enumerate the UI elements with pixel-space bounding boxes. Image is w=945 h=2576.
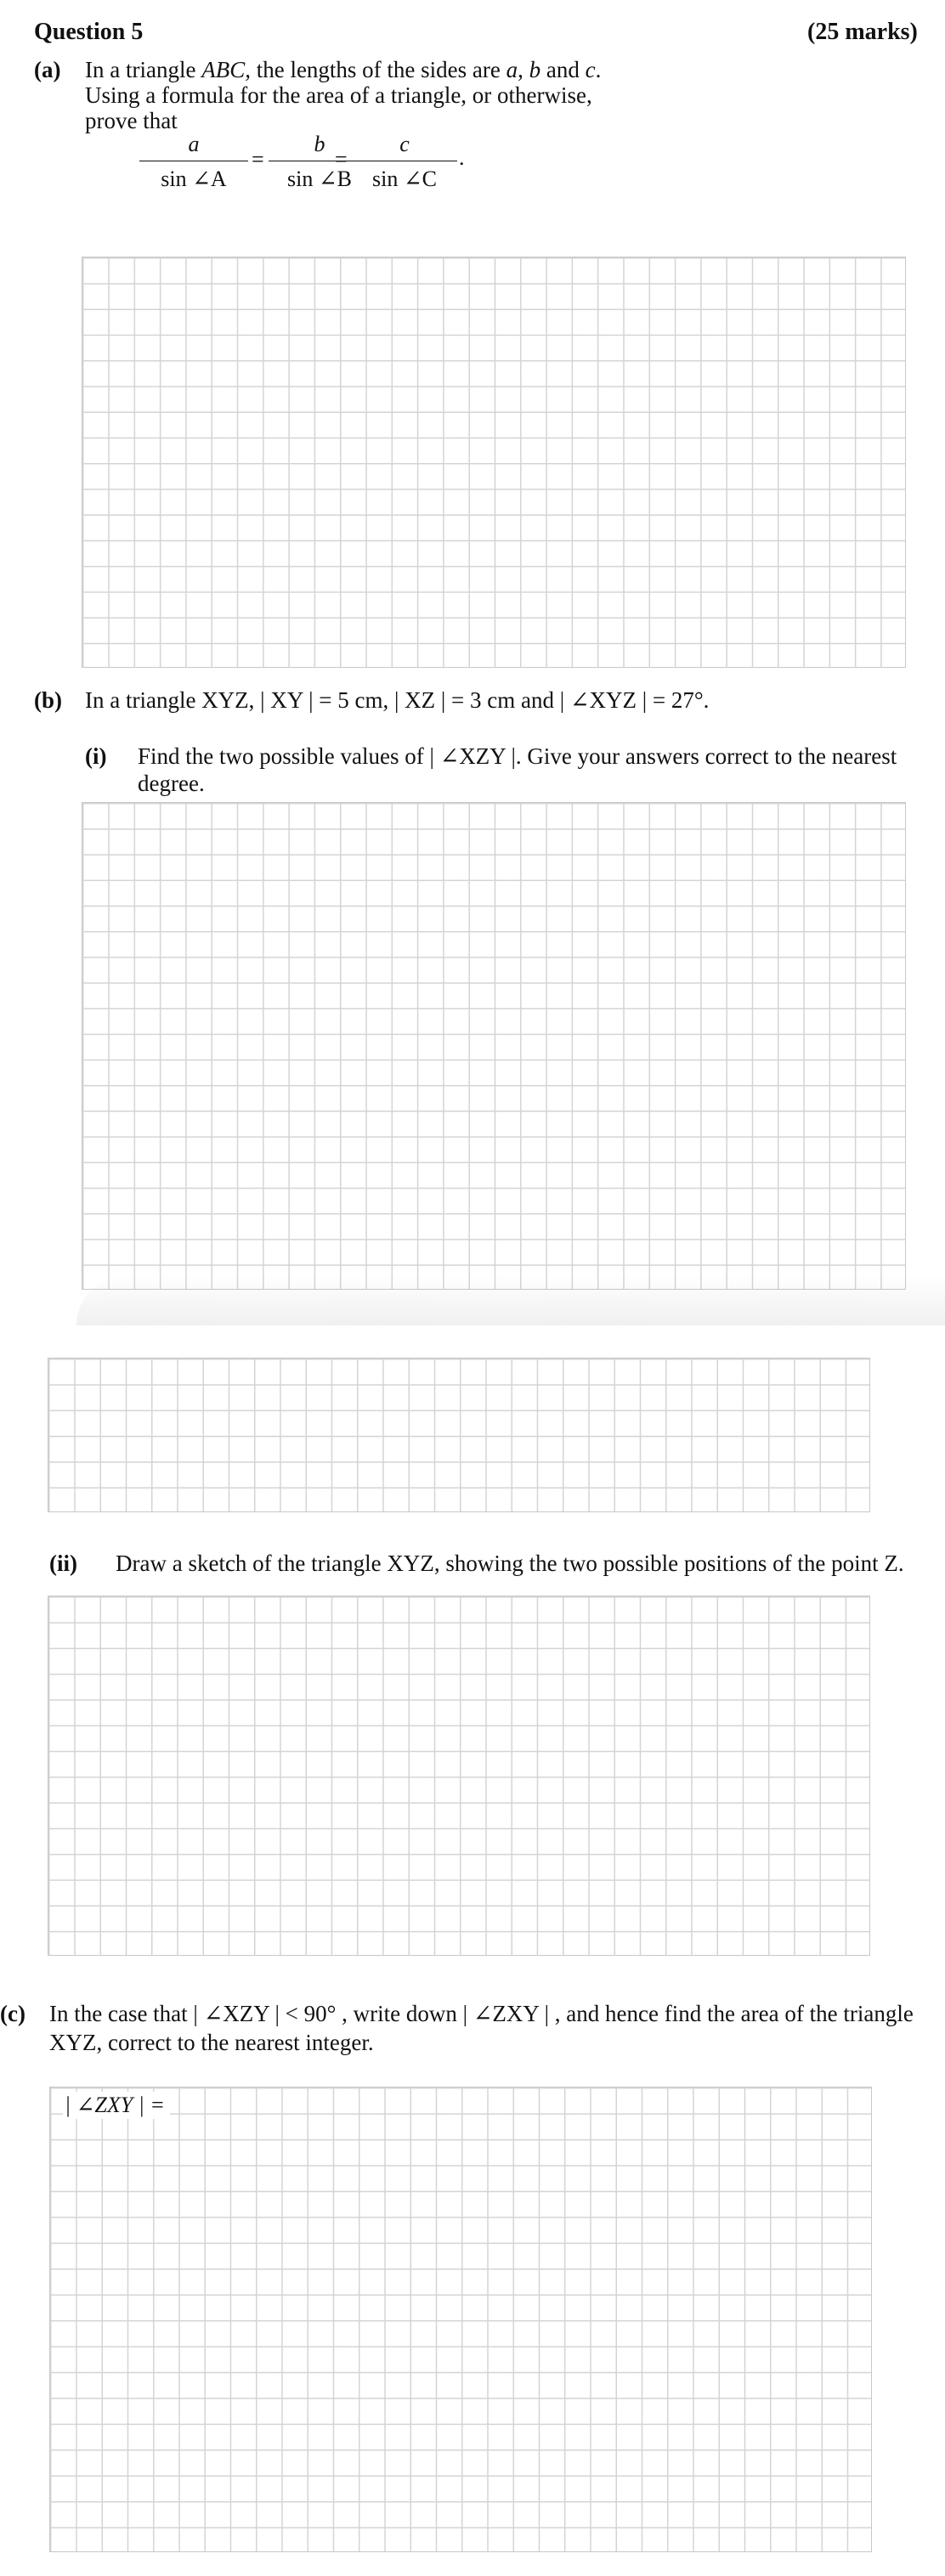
part-c-label: (c) xyxy=(0,2001,25,2026)
answer-grid-b-i[interactable] xyxy=(82,802,906,1290)
formula-fraction-b: b sin ∠B xyxy=(269,132,371,192)
part-b-i-label: (i) xyxy=(85,743,107,769)
answer-grid-a[interactable] xyxy=(82,257,906,668)
question-marks: (25 marks) xyxy=(807,19,918,45)
part-b-ii-label: (ii) xyxy=(49,1551,77,1576)
answer-grid-b-ii[interactable] xyxy=(48,1596,870,1956)
formula-period: . xyxy=(459,145,465,170)
question-title: Question 5 xyxy=(34,19,144,45)
formula-fraction-c: c sin ∠C xyxy=(352,132,457,192)
page-fold-shadow xyxy=(76,1274,945,1325)
formula-equals-1: = xyxy=(252,147,264,172)
part-b-i-line2: degree. xyxy=(138,771,205,796)
part-a-line1: In a triangle ABC, the lengths of the sides are a, b and c. xyxy=(85,57,602,82)
part-b-text: In a triangle XYZ, | XY | = 5 cm, | XZ | = 3 cm and | ∠XYZ | = 27°. xyxy=(85,687,710,713)
part-b-i-line1: Find the two possible values of | ∠XZY |. Give your answers correct to the nearest xyxy=(138,743,897,769)
answer-grid-b-i-continued[interactable] xyxy=(48,1358,870,1512)
formula-fraction-a: a sin ∠A xyxy=(139,132,248,192)
part-b-ii-text: Draw a sketch of the triangle XYZ, showing the two possible positions of the point Z. xyxy=(116,1551,904,1576)
answer-prefix-zxy: | ∠ZXY | = xyxy=(63,2092,170,2119)
formula-equals-2: = xyxy=(335,147,348,172)
part-c-line1: In the case that | ∠XZY | < 90° , write down | ∠ZXY | , and hence find the area of the triangle xyxy=(49,2001,914,2026)
part-a-line2: Using a formula for the area of a triangle, or otherwise, xyxy=(85,82,592,108)
part-a-label: (a) xyxy=(34,57,61,82)
part-c-line2: XYZ, correct to the nearest integer. xyxy=(49,2030,374,2055)
part-a-line3: prove that xyxy=(85,108,178,133)
answer-grid-c[interactable] xyxy=(49,2087,872,2552)
part-b-label: (b) xyxy=(34,687,62,713)
